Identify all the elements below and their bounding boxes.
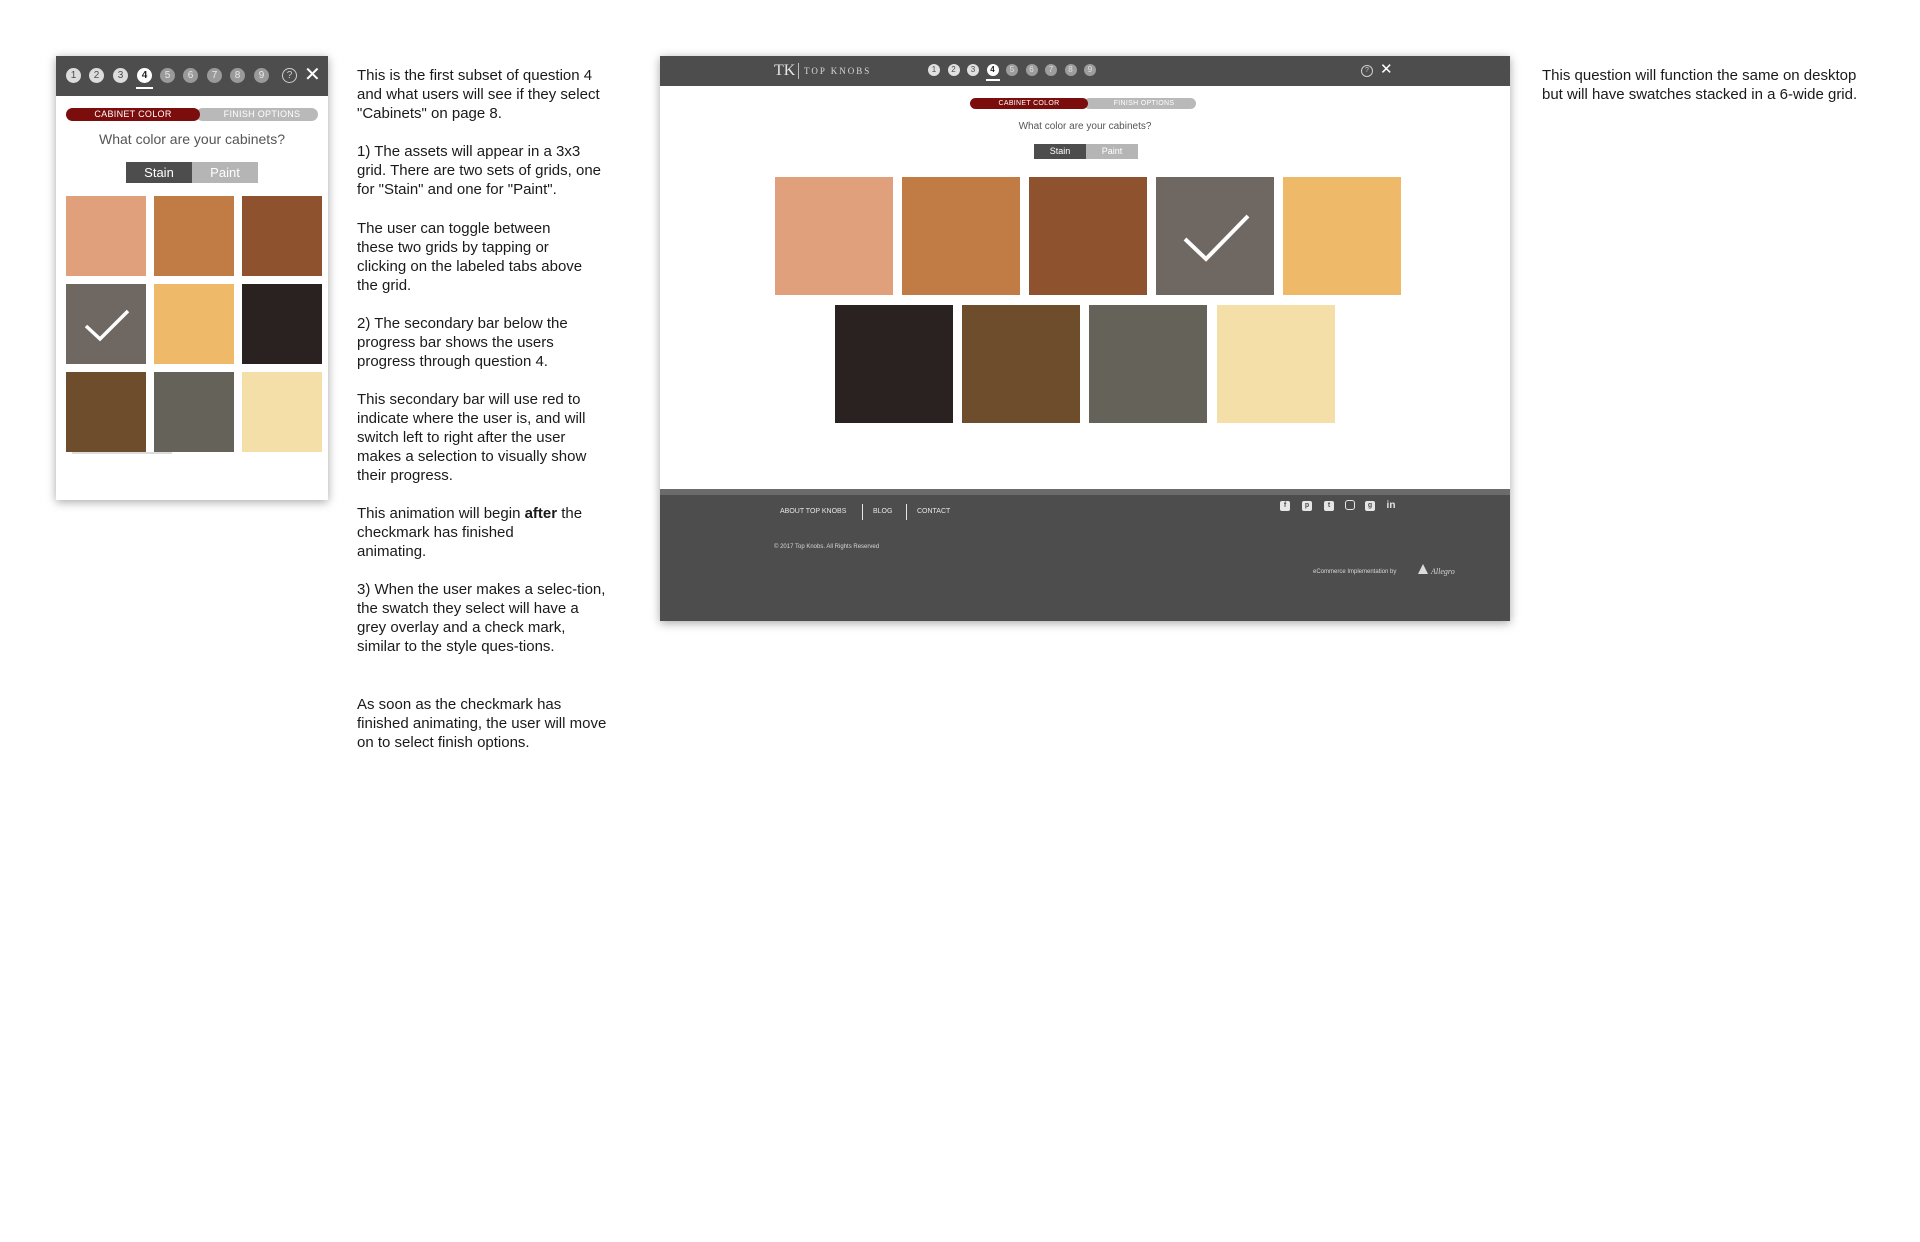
mobile-progress-bar	[56, 56, 328, 96]
finish-options-tab: FINISH OPTIONS	[1084, 98, 1196, 109]
google-plus-icon[interactable]: g	[1365, 501, 1375, 511]
step-indicator[interactable]: 2	[89, 68, 104, 83]
allegro-logo-icon	[1418, 564, 1428, 574]
note-selection: 3) When the user makes a selec-tion, the swatch they select will have a grey overlay and a check mark, similar to the style ques-tions.	[357, 581, 606, 655]
note-grid: 1) The assets will appear in a 3x3 grid. There are two sets of grids, one for "Stain" and one for "Paint".	[357, 143, 602, 198]
swatch-espresso[interactable]	[242, 284, 322, 364]
swatch-slate[interactable]	[154, 372, 234, 452]
checkmark-icon	[1180, 209, 1254, 267]
logo-mark[interactable]: TK	[774, 62, 796, 79]
footer-accent-bar	[660, 489, 1510, 495]
swatch-natural-maple[interactable]	[154, 284, 234, 364]
cabinet-color-tab: CABINET COLOR	[970, 98, 1088, 109]
step-indicator[interactable]: 4	[137, 68, 152, 83]
step-indicator[interactable]: 9	[254, 68, 269, 83]
swatch-walnut[interactable]	[1029, 177, 1147, 295]
facebook-icon[interactable]: f	[1280, 501, 1290, 511]
step-indicator[interactable]: 5	[1006, 64, 1018, 76]
footer-link-contact[interactable]: CONTACT	[917, 508, 951, 515]
step-indicator[interactable]: 8	[230, 68, 245, 83]
mobile-mockup	[56, 56, 328, 500]
swatch-weathered-grey[interactable]	[1156, 177, 1274, 295]
finish-options-tab: FINISH OPTIONS	[196, 108, 318, 121]
stain-tab[interactable]: Stain	[126, 162, 192, 183]
copyright-text: © 2017 Top Knobs. All Rights Reserved	[774, 544, 880, 550]
note-secondary-bar-behavior: This secondary bar will use red to indicate where the user is, and will switch left to right after the user makes a selection to visually show their progress.	[357, 391, 587, 484]
pinterest-icon[interactable]: p	[1302, 501, 1312, 511]
swatch-light-cherry[interactable]	[66, 196, 146, 276]
note-animation	[357, 504, 587, 561]
step-indicator[interactable]: 6	[183, 68, 198, 83]
paint-tab[interactable]: Paint	[1086, 144, 1138, 159]
note-animation-start: This animation will begin	[357, 505, 525, 522]
swatch-slate[interactable]	[1089, 305, 1207, 423]
step-indicator[interactable]: 5	[160, 68, 175, 83]
footer-divider	[862, 504, 863, 520]
step-indicator[interactable]: 2	[948, 64, 960, 76]
note-animation-emphasis: after	[524, 505, 558, 522]
note-toggle: The user can toggle between these two grids by tapping or clicking on the labeled tabs above the grid.	[357, 220, 583, 294]
note-animation-end: the checkmark has finished animating.	[357, 505, 583, 560]
step-indicator[interactable]: 1	[66, 68, 81, 83]
swatch-honey-oak[interactable]	[154, 196, 234, 276]
close-icon[interactable]: ✕	[304, 64, 321, 86]
swatch-espresso[interactable]	[835, 305, 953, 423]
credit-brand[interactable]: Allegro	[1431, 567, 1455, 576]
step-indicator[interactable]: 9	[1084, 64, 1096, 76]
step-indicator[interactable]: 3	[967, 64, 979, 76]
swatch-honey-oak[interactable]	[902, 177, 1020, 295]
note-desktop: This question will function the same on desktop but will have swatches stacked in a 6-wide grid.	[1542, 67, 1858, 103]
current-step-underline	[986, 79, 1000, 81]
linkedin-icon[interactable]: in	[1386, 500, 1396, 511]
logo-text: TOP KNOBS	[804, 66, 872, 76]
footer-divider	[906, 504, 907, 520]
swatch-birch[interactable]	[1217, 305, 1335, 423]
note-finish: As soon as the checkmark has finished animating, the user will move on to select finish options.	[357, 696, 607, 751]
swatch-weathered-grey[interactable]	[66, 284, 146, 364]
swatch-dark-oak[interactable]	[962, 305, 1080, 423]
step-indicator[interactable]: 1	[928, 64, 940, 76]
step-indicator[interactable]: 6	[1026, 64, 1038, 76]
help-icon[interactable]: ?	[282, 68, 297, 83]
swatch-walnut[interactable]	[242, 196, 322, 276]
step-indicator[interactable]: 3	[113, 68, 128, 83]
footer-link-about[interactable]: ABOUT TOP KNOBS	[780, 508, 847, 515]
help-icon[interactable]: ?	[1361, 65, 1373, 77]
stain-tab[interactable]: Stain	[1034, 144, 1086, 159]
question-title: What color are your cabinets?	[99, 131, 285, 147]
cabinet-color-tab: CABINET COLOR	[66, 108, 200, 121]
credit-text: eCommerce Implementation by	[1313, 569, 1397, 575]
twitter-icon[interactable]: t	[1324, 501, 1334, 511]
note-secondary-bar: 2) The secondary bar below the progress bar shows the users progress through question 4.	[357, 315, 568, 370]
desktop-mockup	[660, 56, 1510, 621]
swatch-light-cherry[interactable]	[775, 177, 893, 295]
close-icon[interactable]: ✕	[1380, 61, 1393, 78]
swatch-dark-oak[interactable]	[66, 372, 146, 452]
paint-tab[interactable]: Paint	[192, 162, 258, 183]
question-title: What color are your cabinets?	[1018, 121, 1152, 132]
current-step-underline	[136, 87, 153, 89]
logo-divider	[798, 63, 799, 79]
swatch-birch[interactable]	[242, 372, 322, 452]
mobile-footer-placeholder	[72, 452, 172, 454]
step-indicator[interactable]: 8	[1065, 64, 1077, 76]
step-indicator[interactable]: 7	[207, 68, 222, 83]
checkmark-icon	[82, 306, 132, 346]
desktop-header	[660, 56, 1510, 86]
swatch-natural-maple[interactable]	[1283, 177, 1401, 295]
step-indicator[interactable]: 4	[987, 64, 999, 76]
instagram-icon[interactable]	[1345, 500, 1355, 510]
note-intro: This is the first subset of question 4 and what users will see if they select "Cabinets" on page 8.	[357, 67, 600, 122]
footer-link-blog[interactable]: BLOG	[873, 508, 893, 515]
step-indicator[interactable]: 7	[1045, 64, 1057, 76]
